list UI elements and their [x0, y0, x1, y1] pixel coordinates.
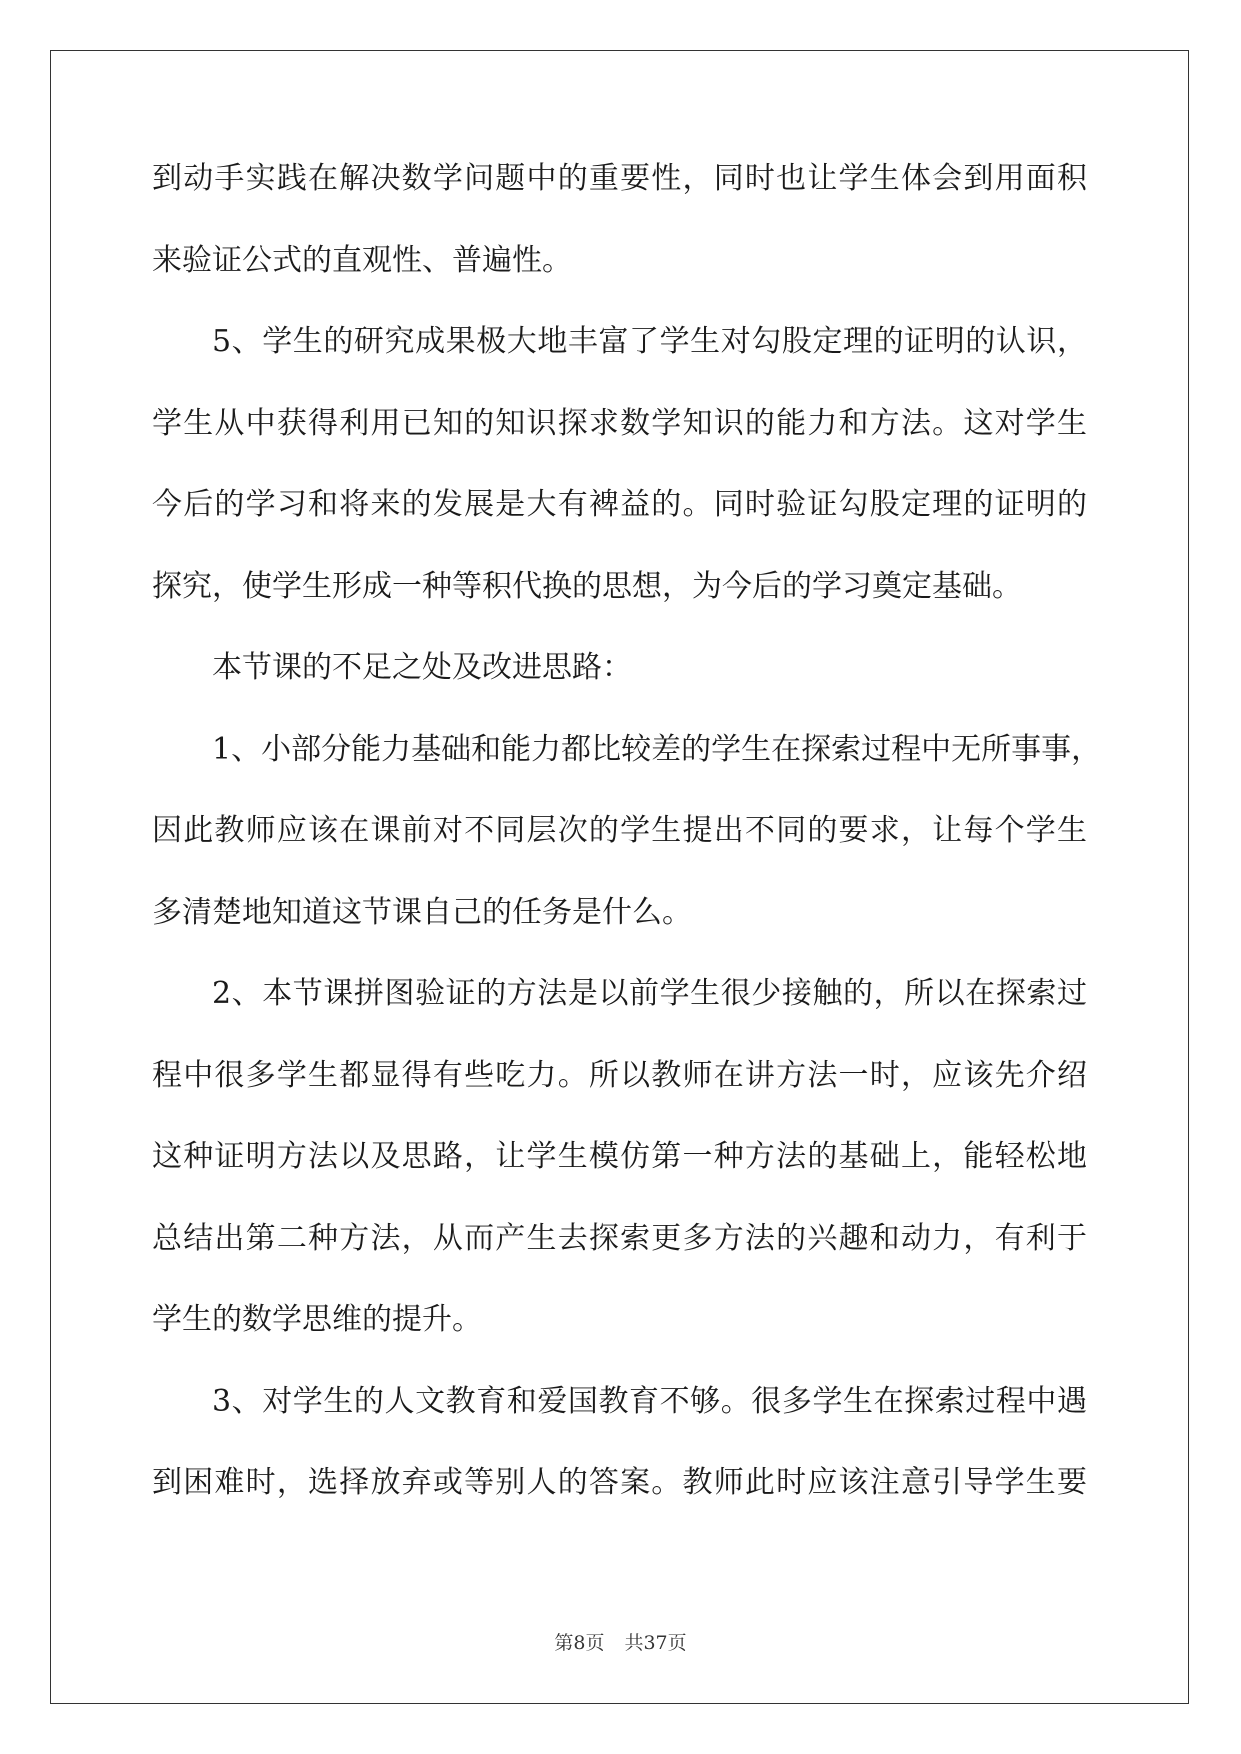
text-line: 多清楚地知道这节课自己的任务是什么。 — [152, 894, 692, 930]
page-total: 共37页 — [624, 1632, 687, 1654]
section-heading: 本节课的不足之处及改进思路： — [212, 650, 632, 685]
text-line: 5、学生的研究成果极大地丰富了学生对勾股定理的证明的认识， — [212, 324, 1087, 359]
text-line: 1、小部分能力基础和能力都比较差的学生在探索过程中无所事事， — [212, 731, 1102, 767]
text-line: 学生从中获得利用已知的知识探求数学知识的能力和方法。这对学生 — [152, 405, 1087, 441]
text-line: 3、对学生的人文教育和爱国教育不够。很多学生在探索过程中遇 — [212, 1383, 1087, 1419]
text-line: 来验证公式的直观性、普遍性。 — [152, 242, 572, 278]
text-line: 今后的学习和将来的发展是大有裨益的。同时验证勾股定理的证明的 — [152, 487, 1087, 522]
page-footer — [0, 1628, 1241, 1655]
text-line: 学生的数学思维的提升。 — [152, 1302, 482, 1337]
text-line: 探究，使学生形成一种等积代换的思想，为今后的学习奠定基础。 — [152, 568, 1022, 604]
text-line: 总结出第二种方法，从而产生去探索更多方法的兴趣和动力，有利于 — [152, 1220, 1087, 1256]
page-number: 第8页 — [554, 1632, 605, 1654]
document-body — [152, 161, 1102, 1550]
text-line: 这种证明方法以及思路，让学生模仿第一种方法的基础上，能轻松地 — [152, 1139, 1087, 1174]
text-line: 因此教师应该在课前对不同层次的学生提出不同的要求，让每个学生 — [152, 813, 1087, 848]
text-line: 到动手实践在解决数学问题中的重要性，同时也让学生体会到用面积 — [152, 161, 1087, 196]
text-line: 程中很多学生都显得有些吃力。所以教师在讲方法一时，应该先介绍 — [152, 1057, 1087, 1093]
text-line: 2、本节课拼图验证的方法是以前学生很少接触的，所以在探索过 — [212, 976, 1087, 1011]
text-line: 到困难时，选择放弃或等别人的答案。教师此时应该注意引导学生要 — [152, 1465, 1087, 1500]
